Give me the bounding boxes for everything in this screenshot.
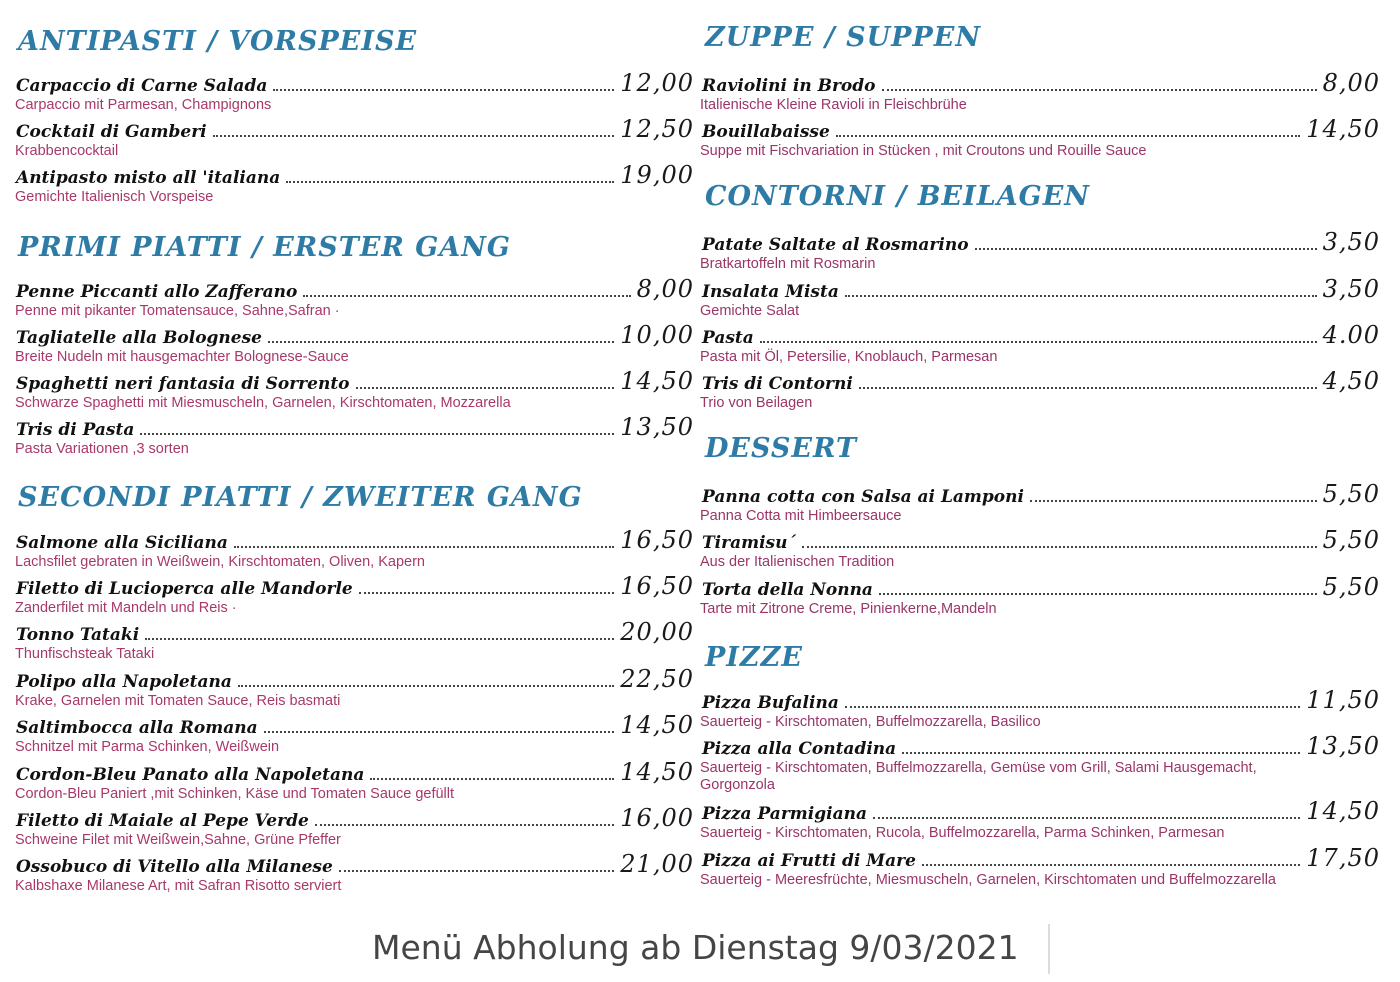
- item-description: Schweine Filet mit Weißwein,Sahne, Grüne Pfeffer: [15, 832, 341, 848]
- item-price: 5,50: [1322, 573, 1380, 601]
- item-price: 20,00: [620, 618, 694, 646]
- menu-item: [0, 527, 700, 573]
- item-description: Panna Cotta mit Himbeersauce: [700, 508, 902, 524]
- menu-item: [697, 574, 1387, 620]
- menu-item: [697, 229, 1387, 275]
- item-description: Aus der Italienischen Tradition: [700, 554, 895, 570]
- item-price: 19,00: [620, 161, 694, 189]
- item-description: Gemichte Salat: [700, 303, 800, 319]
- dotted-leader: [286, 181, 614, 183]
- item-description: Kalbshaxe Milanese Art, mit Safran Risotto serviert: [15, 878, 342, 894]
- item-name: Torta della Nonna: [702, 580, 873, 600]
- dotted-leader: [873, 817, 1300, 819]
- item-name: Pizza Bufalina: [702, 693, 839, 713]
- item-name: Pizza alla Contadina: [702, 739, 897, 759]
- item-name: Saltimbocca alla Romana: [16, 718, 258, 738]
- menu-item: [697, 527, 1387, 573]
- menu-item: [0, 414, 700, 460]
- dotted-leader: [303, 295, 630, 297]
- item-name: Cordon-Bleu Panato alla Napoletana: [16, 765, 365, 785]
- item-description: Suppe mit Fischvariation in Stücken , mit Croutons und Rouille Sauce: [700, 143, 1147, 159]
- item-name: Ossobuco di Vitello alla Milanese: [16, 857, 333, 877]
- item-description: Tarte mit Zitrone Creme, Pinienkerne,Mandeln: [700, 601, 997, 617]
- item-price: 8,00: [636, 275, 694, 303]
- item-price: 4,50: [1322, 367, 1380, 395]
- dotted-leader: [140, 433, 614, 435]
- dotted-leader: [238, 685, 614, 687]
- menu-item: [697, 798, 1387, 844]
- section-title-zuppe: ZUPPE / SUPPEN: [705, 22, 982, 53]
- item-price: 5,50: [1322, 526, 1380, 554]
- item-description: Pasta Variationen ,3 sorten: [15, 441, 189, 457]
- dotted-leader: [845, 706, 1300, 708]
- menu-item: [0, 712, 700, 758]
- item-name: Raviolini in Brodo: [702, 76, 876, 96]
- item-price: 12,50: [620, 115, 694, 143]
- dotted-leader: [268, 341, 614, 343]
- item-name: Panna cotta con Salsa ai Lamponi: [702, 487, 1024, 507]
- item-description: Sauerteig - Kirschtomaten, Rucola, Buffelmozzarella, Parma Schinken, Parmesan: [700, 825, 1225, 841]
- item-name: Carpaccio di Carne Salada: [16, 76, 268, 96]
- dotted-leader: [1030, 500, 1317, 502]
- item-name: Pizza ai Frutti di Mare: [702, 851, 916, 871]
- item-description: Schnitzel mit Parma Schinken, Weißwein: [15, 739, 280, 755]
- item-price: 13,50: [1306, 732, 1380, 760]
- item-description: Penne mit pikanter Tomatensauce, Sahne,Safran ·: [15, 303, 340, 319]
- menu-item: [0, 573, 700, 619]
- dotted-leader: [315, 824, 614, 826]
- section-title-dessert: DESSERT: [705, 433, 858, 464]
- item-price: 8,00: [1322, 69, 1380, 97]
- dotted-leader: [922, 864, 1300, 866]
- dotted-leader: [760, 341, 1317, 343]
- menu-item: [0, 805, 700, 851]
- item-name: Bouillabaisse: [702, 122, 830, 142]
- item-description: Trio von Beilagen: [700, 395, 813, 411]
- item-description: Krabbencocktail: [15, 143, 119, 159]
- item-name: Salmone alla Siciliana: [16, 533, 228, 553]
- item-description: Italienische Kleine Ravioli in Fleischbrühe: [700, 97, 967, 113]
- item-price: 14,50: [620, 711, 694, 739]
- item-price: 17,50: [1306, 844, 1380, 872]
- dotted-leader: [902, 752, 1300, 754]
- menu-item: [697, 732, 1387, 793]
- dotted-leader: [264, 731, 615, 733]
- menu-item: [697, 481, 1387, 527]
- item-name: Insalata Mista: [702, 282, 839, 302]
- pickup-notice: Menü Abholung ab Dienstag 9/03/2021: [372, 928, 1019, 967]
- item-description: Sauerteig - Meeresfrüchte, Miesmuscheln, Garnelen, Kirschtomaten und Buffelmozzarella: [700, 872, 1276, 888]
- item-price: 5,50: [1322, 480, 1380, 508]
- item-name: Antipasto misto all 'italiana: [16, 168, 281, 188]
- item-name: Tris di Contorni: [702, 374, 853, 394]
- item-price: 3,50: [1322, 228, 1380, 256]
- menu-item: [0, 276, 700, 322]
- item-price: 11,50: [1306, 686, 1380, 714]
- item-description-continued: Gorgonzola: [700, 777, 775, 793]
- item-price: 14,50: [620, 758, 694, 786]
- item-description: Cordon-Bleu Paniert ,mit Schinken, Käse und Tomaten Sauce gefüllt: [15, 786, 455, 802]
- item-description: Breite Nudeln mit hausgemachter Bolognese-Sauce: [15, 349, 349, 365]
- item-price: 16,00: [620, 804, 694, 832]
- menu-item: [0, 322, 700, 368]
- menu-item: [697, 116, 1387, 162]
- item-name: Pizza Parmigiana: [702, 804, 867, 824]
- dotted-leader: [145, 638, 614, 640]
- menu-item: [697, 368, 1387, 414]
- section-title-pizze: PIZZE: [705, 642, 803, 673]
- menu-item: [0, 759, 700, 805]
- item-description: Gemichte Italienisch Vorspeise: [15, 189, 214, 205]
- menu-item: [697, 845, 1387, 891]
- item-name: Tagliatelle alla Bolognese: [16, 328, 262, 348]
- item-price: 22,50: [620, 665, 694, 693]
- section-title-primi: PRIMI PIATTI / ERSTER GANG: [18, 232, 511, 263]
- dotted-leader: [370, 778, 614, 780]
- menu-item: [697, 70, 1387, 116]
- dotted-leader: [359, 592, 615, 594]
- item-description: Thunfischsteak Tataki: [15, 646, 155, 662]
- item-description: Bratkartoffeln mit Rosmarin: [700, 256, 876, 272]
- item-name: Filetto di Lucioperca alle Mandorle: [16, 579, 353, 599]
- item-name: Cocktail di Gamberi: [16, 122, 207, 142]
- item-name: Filetto di Maiale al Pepe Verde: [16, 811, 309, 831]
- menu-item: [697, 276, 1387, 322]
- item-price: 4.00: [1322, 321, 1380, 349]
- menu-item: [0, 619, 700, 665]
- dotted-leader: [339, 870, 615, 872]
- menu-item: [0, 116, 700, 162]
- dotted-leader: [356, 387, 615, 389]
- item-price: 14,50: [620, 367, 694, 395]
- dotted-leader: [879, 593, 1317, 595]
- item-price: 10,00: [620, 321, 694, 349]
- menu-item: [0, 70, 700, 116]
- section-title-contorni: CONTORNI / BEILAGEN: [705, 181, 1090, 212]
- dotted-leader: [836, 135, 1301, 137]
- item-price: 16,50: [620, 526, 694, 554]
- item-description: Pasta mit Öl, Petersilie, Knoblauch, Parmesan: [700, 349, 998, 365]
- menu-item: [0, 162, 700, 208]
- item-description: Sauerteig - Kirschtomaten, Buffelmozzarella, Basilico: [700, 714, 1041, 730]
- item-price: 3,50: [1322, 275, 1380, 303]
- item-name: Tiramisu´: [702, 533, 796, 553]
- dotted-leader: [845, 295, 1317, 297]
- dotted-leader: [802, 546, 1317, 548]
- dotted-leader: [882, 89, 1317, 91]
- item-name: Patate Saltate al Rosmarino: [702, 235, 969, 255]
- item-description: Krake, Garnelen mit Tomaten Sauce, Reis basmati: [15, 693, 341, 709]
- item-name: Tris di Pasta: [16, 420, 135, 440]
- item-name: Tonno Tataki: [16, 625, 140, 645]
- section-title-antipasti: ANTIPASTI / VORSPEISE: [18, 26, 418, 57]
- dotted-leader: [213, 135, 615, 137]
- item-price: 12,00: [620, 69, 694, 97]
- item-description: Lachsfilet gebraten in Weißwein, Kirschtomaten, Oliven, Kapern: [15, 554, 425, 570]
- item-name: Pasta: [702, 328, 754, 348]
- item-price: 13,50: [620, 413, 694, 441]
- menu-item: [0, 851, 700, 897]
- divider: [1048, 924, 1050, 974]
- item-description: Carpaccio mit Parmesan, Champignons: [15, 97, 272, 113]
- menu-item: [697, 322, 1387, 368]
- item-price: 14,50: [1306, 115, 1380, 143]
- item-name: Polipo alla Napoletana: [16, 672, 232, 692]
- item-description: Sauerteig - Kirschtomaten, Buffelmozzarella, Gemüse vom Grill, Salami Hausgemacht,: [700, 760, 1257, 776]
- item-price: 21,00: [620, 850, 694, 878]
- item-price: 14,50: [1306, 797, 1380, 825]
- item-price: 16,50: [620, 572, 694, 600]
- dotted-leader: [975, 248, 1317, 250]
- menu-item: [0, 368, 700, 414]
- item-description: Schwarze Spaghetti mit Miesmuscheln, Garnelen, Kirschtomaten, Mozzarella: [15, 395, 511, 411]
- item-name: Spaghetti neri fantasia di Sorrento: [16, 374, 350, 394]
- section-title-secondi: SECONDI PIATTI / ZWEITER GANG: [18, 482, 583, 513]
- menu-item: [0, 666, 700, 712]
- dotted-leader: [234, 546, 614, 548]
- dotted-leader: [859, 387, 1317, 389]
- item-description: Zanderfilet mit Mandeln und Reis ·: [15, 600, 237, 616]
- dotted-leader: [273, 89, 614, 91]
- menu-item: [697, 687, 1387, 733]
- item-name: Penne Piccanti allo Zafferano: [16, 282, 298, 302]
